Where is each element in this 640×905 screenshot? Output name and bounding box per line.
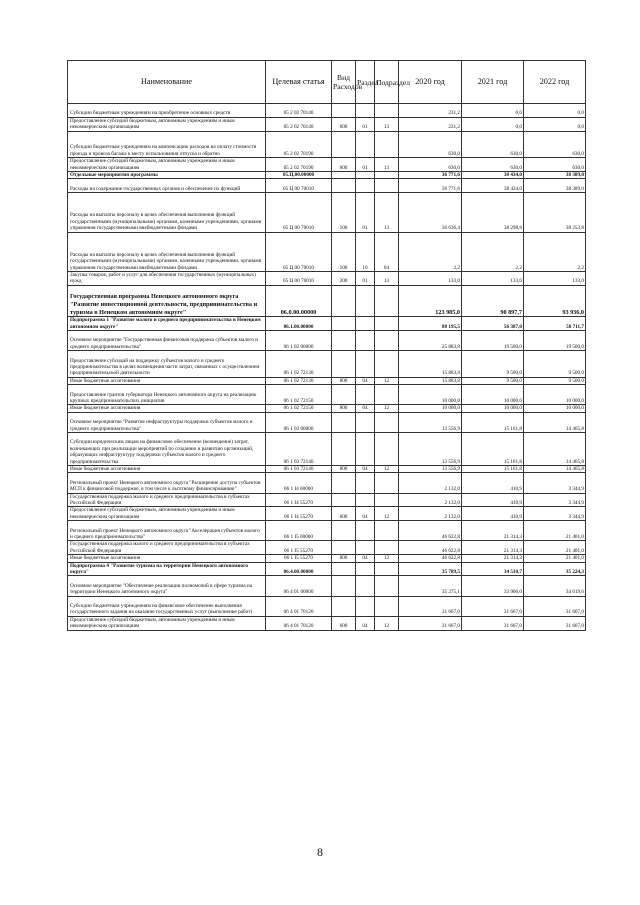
cell-name: Расходы на выплаты персоналу в целях обеспечения выполнения функций государственными (муниципальными) органами, казенными учреждениями, органами управления государственными внебюджетными фондами: [68, 193, 266, 232]
cell-podrazdel: 13: [375, 193, 399, 232]
cell-podrazdel: [375, 562, 399, 576]
cell-2022: 630,0: [524, 158, 586, 172]
cell-target: 05 2 02 70140: [266, 117, 332, 131]
cell-2021: 34 510,7: [462, 562, 524, 576]
cell-podrazdel: 04: [375, 232, 399, 271]
cell-podrazdel: 12: [375, 507, 399, 521]
cell-razdel: 04: [356, 616, 375, 630]
page-number: 8: [317, 845, 323, 859]
table-row: [68, 104, 586, 118]
cell-2022: 630,0: [524, 131, 586, 158]
cell-name: Основное мероприятие "Государственная финансовая поддержка субъектов малого и среднего предпринимательства": [68, 331, 266, 351]
cell-razdel: [356, 179, 375, 193]
cell-2021: 19 500,0: [462, 331, 524, 351]
cell-podrazdel: 13: [375, 272, 399, 286]
table-row: [68, 507, 586, 521]
cell-target: 06 1 I5 55270: [266, 555, 332, 562]
cell-vid: [332, 432, 356, 465]
cell-2020: 31 667,0: [399, 616, 462, 630]
cell-target: 06.4.00.00000: [266, 562, 332, 576]
cell-target: 06 1 02 72150: [266, 405, 332, 412]
header-name: Наименование: [68, 61, 266, 104]
cell-target: 06 1 02 72130: [266, 351, 332, 378]
cell-podrazdel: 12: [375, 377, 399, 384]
cell-vid: 600: [332, 117, 356, 131]
table-row: [68, 465, 586, 472]
cell-vid: [332, 285, 356, 316]
cell-target: 06.0.00.00000: [266, 285, 332, 316]
cell-2020: 630,0: [399, 158, 462, 172]
cell-vid: 600: [332, 158, 356, 172]
cell-target: 05 Ц 00 70010: [266, 179, 332, 193]
cell-2022: 3 344,9: [524, 473, 586, 493]
cell-target: 06 1 03 72140: [266, 432, 332, 465]
cell-name: Иные бюджетные ассигнования: [68, 377, 266, 384]
cell-2021: 15 161,8: [462, 412, 524, 432]
cell-razdel: [356, 493, 375, 507]
cell-vid: [332, 412, 356, 432]
table-row: [68, 521, 586, 541]
cell-2021: 9 500,0: [462, 377, 524, 384]
table-header-row: [68, 61, 586, 104]
header-2021: 2021 год: [462, 61, 524, 104]
cell-2022: 35 224,3: [524, 562, 586, 576]
cell-2020: 231,2: [399, 117, 462, 131]
cell-2021: 410,9: [462, 507, 524, 521]
table-row: [68, 555, 586, 562]
cell-vid: [332, 576, 356, 596]
cell-vid: [332, 493, 356, 507]
cell-2020: 231,2: [399, 104, 462, 118]
cell-2020: 2 132,0: [399, 473, 462, 493]
cell-2020: 35 275,1: [399, 576, 462, 596]
cell-2022: 38 253,8: [524, 193, 586, 232]
cell-2021: 0,0: [462, 104, 524, 118]
table-row: [68, 596, 586, 616]
cell-2021: 31 667,0: [462, 616, 524, 630]
cell-podrazdel: [375, 432, 399, 465]
cell-2022: 3 344,9: [524, 493, 586, 507]
cell-2022: 0,0: [524, 117, 586, 131]
table-row: [68, 377, 586, 384]
cell-2021: 15 161,8: [462, 465, 524, 472]
cell-razdel: 04: [356, 405, 375, 412]
cell-vid: 800: [332, 465, 356, 472]
cell-name: Закупка товаров, работ и услуг для обеспечения государственных (муниципальных) нужд: [68, 272, 266, 286]
cell-2022: 38 389,0: [524, 179, 586, 193]
cell-podrazdel: [375, 179, 399, 193]
cell-2021: 31 667,0: [462, 596, 524, 616]
cell-2020: 15 883,8: [399, 377, 462, 384]
cell-razdel: [356, 432, 375, 465]
cell-name: Государственная поддержка малого и среднего предпринимательства в субъектах Российской Федерации: [68, 493, 266, 507]
cell-2021: 0,0: [462, 117, 524, 131]
cell-name: Основное мероприятие "Развитие инфраструктуры поддержки субъектов малого и среднего предпринимательства": [68, 412, 266, 432]
cell-2020: 123 985,0: [399, 285, 462, 316]
cell-podrazdel: [375, 317, 399, 331]
cell-podrazdel: 12: [375, 616, 399, 630]
cell-target: 05 Ц 00 70010: [266, 193, 332, 232]
cell-2022: 3 344,9: [524, 507, 586, 521]
cell-2022: 2,2: [524, 232, 586, 271]
cell-name: Региональный проект Ненецкого автономного округа "Расширение доступа субъектов МСП к финансовой поддержке, в том числе к льготному финансированию": [68, 473, 266, 493]
cell-2021: 33 906,0: [462, 576, 524, 596]
cell-2022: 93 936,0: [524, 285, 586, 316]
table-row: [68, 285, 586, 316]
cell-2021: 21 314,3: [462, 541, 524, 555]
cell-name: Основное мероприятие "Обеспечение реализации полномочий в сфере туризма на территории Ненецкого автономного округа": [68, 576, 266, 596]
cell-2021: 21 314,3: [462, 555, 524, 562]
cell-vid: [332, 172, 356, 179]
table-row: [68, 317, 586, 331]
cell-podrazdel: [375, 331, 399, 351]
cell-2022: 21 401,0: [524, 541, 586, 555]
cell-name: Иные бюджетные ассигнования: [68, 405, 266, 412]
cell-2020: 10 000,0: [399, 405, 462, 412]
cell-2020: 13 556,9: [399, 432, 462, 465]
cell-2021: 38 434,0: [462, 172, 524, 179]
cell-name: Предоставление грантов губернатора Ненецкого автономного округа на реализацию крупных предпринимательских инициатив: [68, 385, 266, 405]
cell-target: 06 1 03 00000: [266, 412, 332, 432]
cell-2021: 630,0: [462, 131, 524, 158]
cell-2021: 90 897,7: [462, 285, 524, 316]
cell-podrazdel: [375, 104, 399, 118]
cell-razdel: [356, 541, 375, 555]
cell-podrazdel: [375, 541, 399, 555]
cell-2020: 133,0: [399, 272, 462, 286]
cell-vid: 200: [332, 272, 356, 286]
cell-razdel: [356, 412, 375, 432]
cell-2022: 21 401,0: [524, 555, 586, 562]
cell-target: 06 4 01 00000: [266, 576, 332, 596]
table-row: [68, 193, 586, 232]
table-row: [68, 432, 586, 465]
cell-razdel: [356, 596, 375, 616]
cell-2021: 133,0: [462, 272, 524, 286]
table-body: [68, 104, 586, 631]
cell-2021: 410,9: [462, 473, 524, 493]
cell-2021: 10 000,0: [462, 405, 524, 412]
cell-target: 06 1 02 00000: [266, 331, 332, 351]
cell-vid: [332, 131, 356, 158]
cell-target: 06.1.00.00000: [266, 317, 332, 331]
cell-target: 06 1 I5 55270: [266, 541, 332, 555]
cell-podrazdel: 12: [375, 555, 399, 562]
cell-2021: 38 298,8: [462, 193, 524, 232]
cell-2021: 21 314,3: [462, 521, 524, 541]
cell-vid: 600: [332, 616, 356, 630]
header-target: Целевая статья: [266, 61, 332, 104]
cell-podrazdel: [375, 285, 399, 316]
cell-2021: 15 161,8: [462, 432, 524, 465]
cell-razdel: 04: [356, 507, 375, 521]
cell-razdel: [356, 351, 375, 378]
cell-2020: 35 789,5: [399, 562, 462, 576]
cell-name: Иные бюджетные ассигнования: [68, 555, 266, 562]
cell-razdel: 01: [356, 158, 375, 172]
cell-2020: 46 622,8: [399, 521, 462, 541]
cell-2021: 2,2: [462, 232, 524, 271]
cell-2022: 58 711,7: [524, 317, 586, 331]
cell-target: 06 1 02 72150: [266, 385, 332, 405]
cell-podrazdel: 13: [375, 117, 399, 131]
cell-name: Государственная поддержка малого и среднего предпринимательства в субъектах Российской Федерации: [68, 541, 266, 555]
cell-2022: 14 465,8: [524, 432, 586, 465]
cell-2022: 9 500,0: [524, 377, 586, 384]
cell-2020: 36 771,6: [399, 179, 462, 193]
cell-name: Отдельные мероприятия программы: [68, 172, 266, 179]
cell-razdel: 01: [356, 193, 375, 232]
cell-2022: 31 667,0: [524, 616, 586, 630]
cell-2020: 2 132,0: [399, 493, 462, 507]
cell-razdel: [356, 331, 375, 351]
cell-podrazdel: 12: [375, 465, 399, 472]
cell-2020: 31 667,0: [399, 596, 462, 616]
cell-name: Субсидии бюджетным учреждениям на финансовое обеспечение выполнения государственного задания на оказание государственных услуг (выполнение работ): [68, 596, 266, 616]
cell-vid: [332, 385, 356, 405]
cell-vid: 600: [332, 507, 356, 521]
cell-name: Подпрограмма 4 "Развитие туризма на территории Ненецкого автономного округа": [68, 562, 266, 576]
table-row: [68, 179, 586, 193]
cell-name: Предоставление субсидий бюджетным, автономным учреждениям и иным некоммерческим организациям: [68, 117, 266, 131]
cell-name: Предоставление субсидий бюджетным, автономным учреждениям и иным некоммерческим организациям: [68, 616, 266, 630]
cell-2021: 38 434,0: [462, 179, 524, 193]
table-row: [68, 331, 586, 351]
cell-2020: 25 883,8: [399, 331, 462, 351]
cell-2020: 36 636,4: [399, 193, 462, 232]
cell-podrazdel: [375, 385, 399, 405]
table-row: [68, 541, 586, 555]
cell-2022: 10 000,0: [524, 405, 586, 412]
cell-podrazdel: 13: [375, 158, 399, 172]
cell-2022: 21 401,0: [524, 521, 586, 541]
cell-razdel: 01: [356, 117, 375, 131]
cell-vid: [332, 521, 356, 541]
cell-target: 06 4 01 70120: [266, 596, 332, 616]
cell-2020: 10 000,0: [399, 385, 462, 405]
cell-2020: 46 622,8: [399, 541, 462, 555]
cell-podrazdel: [375, 473, 399, 493]
header-podrazdel: Подраздел: [375, 61, 399, 104]
table-row: [68, 576, 586, 596]
cell-target: 06 1 02 72130: [266, 377, 332, 384]
cell-2022: 19 500,0: [524, 331, 586, 351]
cell-vid: 800: [332, 377, 356, 384]
cell-2020: 630,0: [399, 131, 462, 158]
cell-2022: 133,0: [524, 272, 586, 286]
table-row: [68, 562, 586, 576]
cell-target: 05 2 02 70190: [266, 158, 332, 172]
cell-name: Субсидии юридическим лицам на финансовое обеспечение (возмещение) затрат, возникающих при реализации мероприятий по созданию и развитию организаций, образующих инфраструктуру поддержки субъектов малого и среднего предпринимательства: [68, 432, 266, 465]
cell-vid: 100: [332, 193, 356, 232]
cell-razdel: [356, 285, 375, 316]
cell-razdel: 04: [356, 377, 375, 384]
header-2022: 2022 год: [524, 61, 586, 104]
cell-target: 06 4 01 70120: [266, 616, 332, 630]
cell-podrazdel: 12: [375, 405, 399, 412]
cell-2022: 34 619,6: [524, 576, 586, 596]
cell-name: Субсидии бюджетным учреждениям на приобретение основных средств: [68, 104, 266, 118]
table-row: [68, 232, 586, 271]
cell-name: Субсидии бюджетным учреждениям на компенсацию расходов на оплату стоимости проезда и провоза багажа к месту использования отпуска и обратно: [68, 131, 266, 158]
cell-2020: 46 622,8: [399, 555, 462, 562]
cell-2020: 13 556,9: [399, 412, 462, 432]
cell-name: Государственная программа Ненецкого автономного округа "Развитие инвестиционной деятельности, предпринимательства и туризма в Ненецком автономном округе": [68, 285, 266, 316]
cell-podrazdel: [375, 172, 399, 179]
cell-2020: 13 556,9: [399, 465, 462, 472]
cell-razdel: 04: [356, 465, 375, 472]
cell-razdel: [356, 317, 375, 331]
cell-2020: 36 771,6: [399, 172, 462, 179]
cell-podrazdel: [375, 576, 399, 596]
cell-vid: [332, 179, 356, 193]
table-row: [68, 131, 586, 158]
table-row: [68, 493, 586, 507]
table-row: [68, 158, 586, 172]
cell-podrazdel: [375, 351, 399, 378]
cell-name: Расходы на выплаты персоналу в целях обеспечения выполнения функций государственными (муниципальными) органами, казенными учреждениями, органами управления государственными внебюджетными фондами: [68, 232, 266, 271]
cell-2020: 88 195,5: [399, 317, 462, 331]
cell-razdel: [356, 576, 375, 596]
cell-target: 06 1 I5 00000: [266, 521, 332, 541]
cell-2022: 14 465,8: [524, 412, 586, 432]
cell-vid: [332, 331, 356, 351]
cell-podrazdel: [375, 596, 399, 616]
table-row: [68, 412, 586, 432]
cell-target: 06 1 I4 55270: [266, 507, 332, 521]
cell-razdel: 04: [356, 555, 375, 562]
header-vid: Вид Расходов: [332, 61, 356, 104]
cell-target: 05 2 02 70140: [266, 104, 332, 118]
table-row: [68, 616, 586, 630]
cell-razdel: [356, 131, 375, 158]
cell-vid: [332, 596, 356, 616]
cell-2020: 15 883,8: [399, 351, 462, 378]
cell-2021: 10 000,0: [462, 385, 524, 405]
cell-podrazdel: [375, 131, 399, 158]
cell-vid: [332, 317, 356, 331]
table-row: [68, 405, 586, 412]
cell-2022: 14 465,8: [524, 465, 586, 472]
cell-target: 05 Ц 00 70010: [266, 272, 332, 286]
cell-2022: 0,0: [524, 104, 586, 118]
cell-razdel: [356, 562, 375, 576]
cell-2021: 410,9: [462, 493, 524, 507]
table-row: [68, 473, 586, 493]
cell-target: 06 1 03 72140: [266, 465, 332, 472]
cell-name: Предоставление субсидий бюджетным, автономным учреждениям и иным некоммерческим организациям: [68, 507, 266, 521]
cell-target: 05 2 02 70190: [266, 131, 332, 158]
cell-2020: 2 132,0: [399, 507, 462, 521]
header-razdel: Раздел: [356, 61, 375, 104]
cell-vid: [332, 104, 356, 118]
cell-name: Предоставление субсидий на поддержку субъектов малого и среднего предпринимательства в целях возмещения части затрат, связанных с осуществлением предпринимательской деятельности: [68, 351, 266, 378]
cell-podrazdel: [375, 493, 399, 507]
table-row: [68, 272, 586, 286]
cell-razdel: 10: [356, 232, 375, 271]
cell-razdel: 01: [356, 272, 375, 286]
cell-razdel: [356, 385, 375, 405]
cell-target: 06 1 I4 00000: [266, 473, 332, 493]
cell-2022: 10 000,0: [524, 385, 586, 405]
cell-target: 06 1 I4 55270: [266, 493, 332, 507]
budget-table: [67, 60, 586, 631]
cell-2021: 56 387,0: [462, 317, 524, 331]
cell-vid: [332, 473, 356, 493]
cell-2021: 9 500,0: [462, 351, 524, 378]
cell-2022: 31 667,0: [524, 596, 586, 616]
cell-name: Расходы на содержание государственных органов и обеспечение их функций: [68, 179, 266, 193]
cell-razdel: [356, 104, 375, 118]
cell-2022: 9 500,0: [524, 351, 586, 378]
table-row: [68, 172, 586, 179]
budget-table-sheet: [67, 60, 585, 631]
cell-target: 05.Ц.00.00000: [266, 172, 332, 179]
cell-vid: [332, 562, 356, 576]
table-row: [68, 351, 586, 378]
cell-2022: 38 389,0: [524, 172, 586, 179]
cell-podrazdel: [375, 412, 399, 432]
table-row: [68, 117, 586, 131]
cell-target: 05 Ц 00 70010: [266, 232, 332, 271]
cell-podrazdel: [375, 521, 399, 541]
cell-2020: 2,2: [399, 232, 462, 271]
cell-2021: 630,0: [462, 158, 524, 172]
cell-razdel: [356, 521, 375, 541]
cell-name: Иные бюджетные ассигнования: [68, 465, 266, 472]
cell-vid: 800: [332, 555, 356, 562]
header-2020: 2020 год: [399, 61, 462, 104]
cell-vid: [332, 351, 356, 378]
cell-vid: [332, 541, 356, 555]
table-row: [68, 385, 586, 405]
cell-name: Региональный проект Ненецкого автономного округа "Акселерация субъектов малого и среднего предпринимательства": [68, 521, 266, 541]
cell-name: Предоставление субсидий бюджетным, автономным учреждениям и иным некоммерческим организациям: [68, 158, 266, 172]
cell-vid: 100: [332, 232, 356, 271]
cell-vid: 800: [332, 405, 356, 412]
cell-name: Подпрограмма 1 "Развитие малого и среднего предпринимательства в Ненецком автономном округе": [68, 317, 266, 331]
cell-razdel: [356, 473, 375, 493]
cell-razdel: [356, 172, 375, 179]
